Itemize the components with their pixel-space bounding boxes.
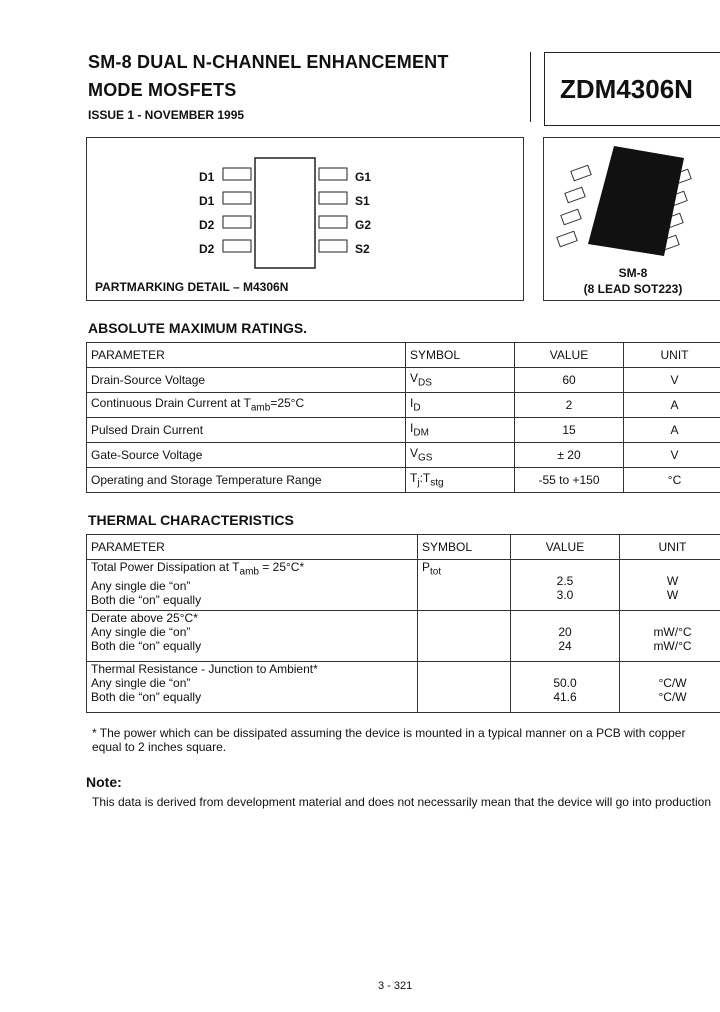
param-cell [87,560,418,611]
symbol-cell [418,611,511,662]
value-cell: 2 [515,393,624,418]
header-cell: UNIT [624,343,720,368]
value-line: 50.0 [553,676,577,690]
unit-cell: V [624,443,720,468]
symbol-cell [418,662,511,713]
param-line [91,560,413,579]
symbol-sub: GS [418,452,433,464]
symbol: T [410,471,418,486]
thermal-table [86,534,720,713]
param-text: Total Power Dissipation at T [91,560,240,574]
table-row [87,443,720,468]
table-header-row [87,535,720,560]
unit-line: W [666,588,679,602]
symbol-sub: DM [413,427,429,439]
divider [530,52,531,122]
unit-line [624,662,720,676]
symbol-cell [406,443,515,468]
table-header-row [87,343,720,368]
title-line1: SM-8 DUAL N-CHANNEL ENHANCEMENT [88,52,449,72]
unit-line: W [666,574,679,588]
unit-line [624,611,720,625]
param-cell: Pulsed Drain Current [87,418,406,443]
value-line: 41.6 [553,690,577,704]
table-row [87,560,720,611]
table-row [87,418,720,443]
unit-cell [620,611,720,662]
unit-cell [620,662,720,713]
param-cell [87,611,418,662]
value-cell [511,560,620,611]
table-row [87,662,720,713]
value-line: 24 [558,639,572,653]
symbol2: :T [419,471,431,486]
pin-label: S2 [355,242,370,256]
unit-line: °C/W [658,690,687,704]
unit-cell: A [624,393,720,418]
unit-line: mW/°C [653,625,692,639]
issue-line: ISSUE 1 - NOVEMBER 1995 [88,108,245,122]
symbol: P [422,560,431,574]
param-tail: = 25°C* [258,560,305,574]
table-row [87,368,720,393]
value-cell [511,662,620,713]
pinout-box [86,137,524,301]
symbol-cell [418,560,511,611]
param-line: Both die “on” equally [91,639,202,653]
footnote: * The power which can be dissipated assuming the device is mounted in a typical manner on a PCB with copper equal to 2 inches square. [92,726,686,754]
partmarking-detail: PARTMARKING DETAIL – M4306N [95,280,289,294]
value-line: 20 [558,625,572,639]
package-desc: (8 LEAD SOT223) [583,282,683,296]
table-row [87,393,720,418]
param-tail: =25°C [270,396,305,411]
param-cell: Drain-Source Voltage [87,368,406,393]
value-cell: 15 [515,418,624,443]
header-cell: PARAMETER [87,343,406,368]
param-sub: amb [239,566,259,578]
unit-line [624,560,720,574]
symbol-sub: D [413,402,421,414]
param-line: Any single die “on” [91,579,191,594]
abs-max-table [86,342,720,493]
package-name: SM-8 [618,266,648,280]
param-line: Any single die “on” [91,625,191,639]
header-cell: SYMBOL [418,535,511,560]
value-line: 3.0 [556,588,574,602]
header-cell: UNIT [620,535,720,560]
param-cell [87,662,418,713]
symbol-cell [406,368,515,393]
param-line: Both die “on” equally [91,593,202,608]
package-box [543,137,720,301]
value-cell: 60 [515,368,624,393]
unit-line: °C/W [658,676,687,690]
param-cell [87,393,406,418]
value-line [515,611,615,625]
title-line2: MODE MOSFETS [88,80,237,100]
symbol: I [410,396,414,411]
symbol-sub: j [417,477,420,489]
symbol: I [410,421,414,436]
note-title: Note: [86,774,122,790]
symbol-sub: DS [418,377,432,389]
unit-cell: °C [624,468,720,493]
value-line: 2.5 [556,574,574,588]
param-line: Any single die “on” [91,676,191,690]
param-cell: Operating and Storage Temperature Range [87,468,406,493]
page-number: 3 - 321 [378,980,413,992]
unit-cell: A [624,418,720,443]
header-cell: VALUE [515,343,624,368]
pin-label: D2 [199,242,215,256]
value-cell [511,611,620,662]
pin-label: S1 [355,194,370,208]
symbol: V [410,371,419,386]
value-line [515,662,615,676]
value-cell: ± 20 [515,443,624,468]
note-text: This data is derived from development material and does not necessarily mean that the device will go into production [92,795,712,809]
header-cell: SYMBOL [406,343,515,368]
param-line: Thermal Resistance - Junction to Ambient* [91,662,318,676]
symbol-sub: tot [430,566,442,578]
pin-label: G2 [355,218,372,232]
symbol2-sub: stg [430,477,444,489]
pin-label: G1 [355,170,372,184]
header-cell: VALUE [511,535,620,560]
value-cell: -55 to +150 [515,468,624,493]
unit-line: mW/°C [653,639,692,653]
pin-label: D1 [199,194,215,208]
pin-label: D2 [199,218,215,232]
param-sub: amb [250,402,271,414]
pin-label: D1 [199,170,215,184]
table-row [87,468,720,493]
symbol-cell [406,393,515,418]
thermal-title: THERMAL CHARACTERISTICS [88,512,294,528]
param-text: Continuous Drain Current at T [91,396,251,411]
param-line: Both die “on” equally [91,690,202,704]
param-cell: Gate-Source Voltage [87,443,406,468]
param-line: Derate above 25°C* [91,611,198,625]
part-number: ZDM4306N [560,74,693,104]
value-line [515,560,615,574]
table-row [87,611,720,662]
symbol-cell [406,418,515,443]
abs-max-title: ABSOLUTE MAXIMUM RATINGS. [88,320,308,336]
symbol: V [410,446,419,461]
unit-cell [620,560,720,611]
symbol-cell [406,468,515,493]
pinout-diagram [87,138,523,300]
header-cell: PARAMETER [87,535,418,560]
unit-cell: V [624,368,720,393]
